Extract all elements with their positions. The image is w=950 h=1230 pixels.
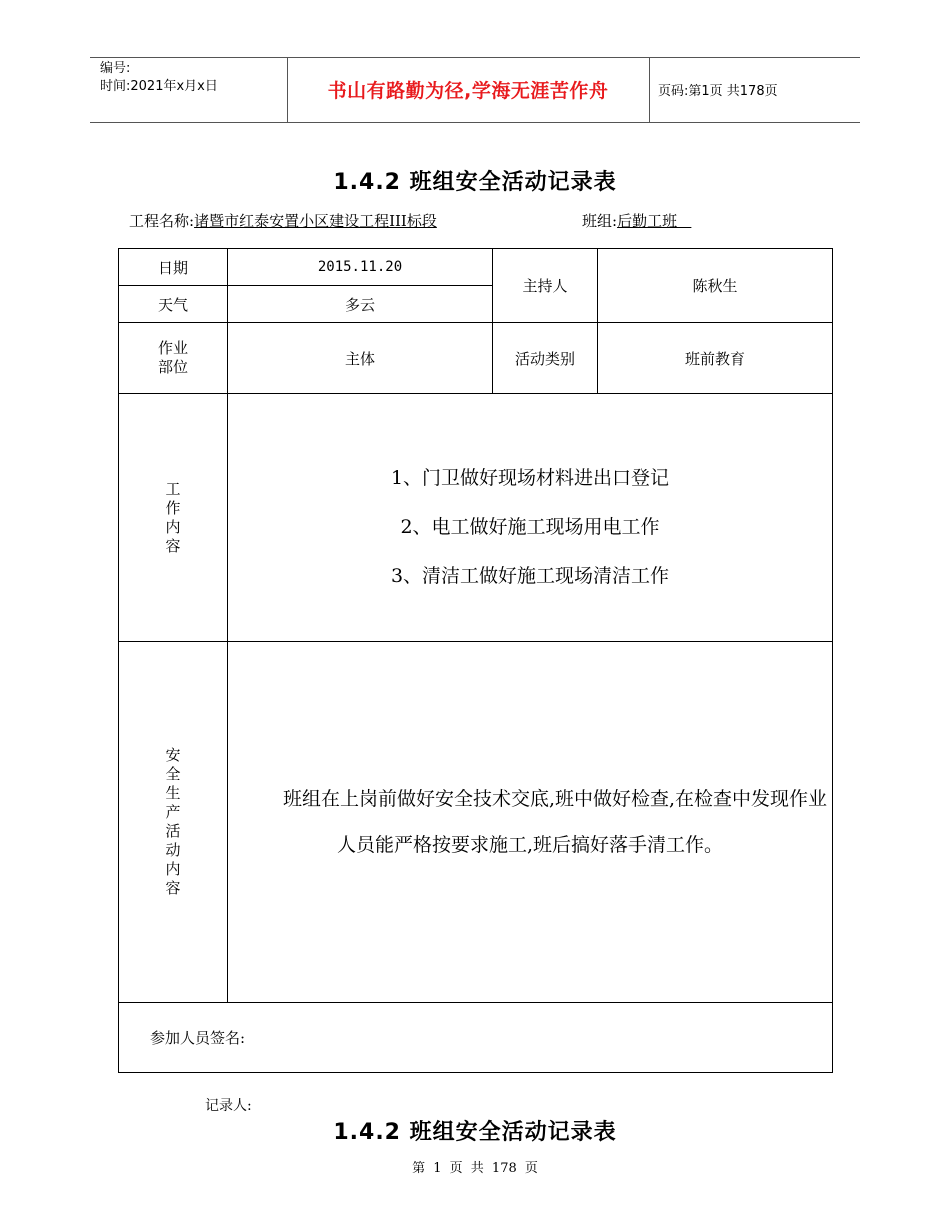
- work-item: 1、门卫做好现场材料进出口登记: [390, 467, 670, 489]
- work-items: [228, 394, 833, 642]
- team-label: 班组:: [582, 212, 618, 230]
- signature-row: [119, 1003, 833, 1073]
- date-row: [119, 249, 833, 286]
- safety-label: 安全生产活动内容: [165, 746, 181, 897]
- location-row: [119, 323, 833, 394]
- header-motto: 书山有路勤为径,学海无涯苦作舟: [327, 80, 609, 102]
- work-item: 2、电工做好施工现场用电工作: [400, 516, 660, 538]
- header-bottom-rule: [90, 122, 860, 123]
- footer-page-number: 第 1 页 共 178 页: [412, 1161, 538, 1176]
- recorder-label: 记录人:: [205, 1098, 252, 1114]
- location-value: 主体: [228, 323, 493, 394]
- date-label: 日期: [119, 249, 228, 286]
- page-title-repeat: 1.4.2 班组安全活动记录表: [333, 1120, 617, 1145]
- safety-label-cell: [119, 642, 228, 1003]
- location-label-cell: [119, 323, 228, 394]
- header-meta: [100, 60, 218, 96]
- safety-text-cell: [228, 642, 833, 1003]
- document-time-label: 时间:2021年x月x日: [100, 79, 218, 94]
- activity-type-value: 班前教育: [598, 323, 833, 394]
- signature-label: 参加人员签名:: [119, 1003, 833, 1073]
- weather-label: 天气: [119, 286, 228, 323]
- team-value: 后勤工班: [617, 212, 692, 230]
- date-value: 2015.11.20: [228, 249, 493, 286]
- project-name-value: 诸暨市红泰安置小区建设工程III标段: [194, 212, 437, 230]
- page-title: 1.4.2 班组安全活动记录表: [333, 170, 617, 195]
- header-page-number: 页码:第1页 共178页: [658, 84, 778, 99]
- work-item: 3、清洁工做好施工现场清洁工作: [390, 565, 670, 587]
- work-label-cell: [119, 394, 228, 642]
- header-divider-right: [649, 57, 650, 122]
- location-label: 作业部位: [157, 339, 188, 376]
- work-label: 工作内容: [165, 479, 181, 555]
- safety-text: 班组在上岗前做好安全技术交底,班中做好检查,在检查中发现作业人员能严格按要求施工,班后搞好落手清工作。: [282, 788, 828, 856]
- work-content-row: [119, 394, 833, 642]
- project-name-label: 工程名称:: [129, 212, 195, 230]
- activity-record-table: [118, 248, 833, 1073]
- team-row: [582, 210, 691, 231]
- safety-content-row: [119, 642, 833, 1003]
- project-name-row: [129, 210, 437, 231]
- document-number-label: 编号:: [100, 61, 131, 76]
- activity-type-label: 活动类别: [493, 323, 598, 394]
- host-value: 陈秋生: [598, 249, 833, 323]
- weather-value: 多云: [228, 286, 493, 323]
- host-label: 主持人: [493, 249, 598, 323]
